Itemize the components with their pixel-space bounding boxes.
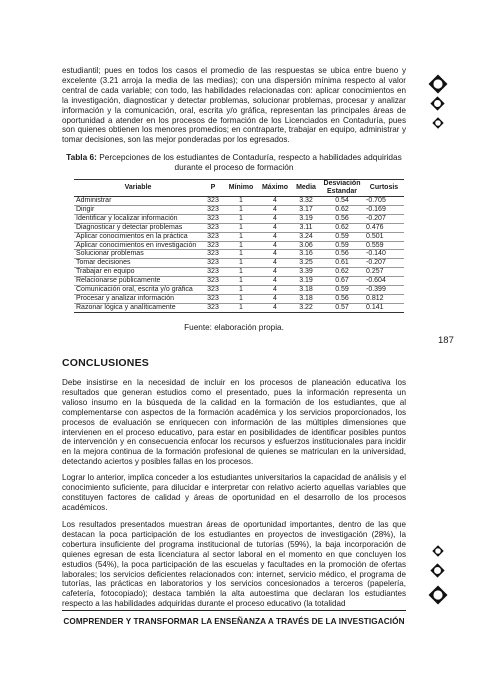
table-source: Fuente: elaboración propia. [184,323,284,332]
cell-variable: Aplicar conocimientos en investigación [74,241,202,250]
cell-variable: Identificar y localizar información [74,214,202,223]
table-row [74,294,404,303]
table-row [74,197,404,206]
cell-mean: 3.24 [292,232,320,241]
cell-max: 4 [258,223,292,232]
diamond-ring-ornament-icon [430,96,445,111]
cell-kurtosis: 0.141 [364,303,404,312]
cell-mean: 3.19 [292,277,320,286]
table-row [74,241,404,250]
section-heading: CONCLUSIONES [62,357,149,369]
cell-min: 1 [224,197,258,206]
col-header-variable: Variable [124,184,152,192]
perceptions-table [74,179,404,313]
table-row [74,277,404,286]
cell-max: 4 [258,214,292,223]
paragraph-conclusion-1: Debe insistirse en la necesidad de incluir en los procesos de planeación educativa los resultados que generan estudios como el presentado, pues la información representa un valioso insumo en la búsqueda de la calidad en la formación de los estudiantes, que al complementarse con aspectos de la formación académica y los servicios proporcionados, los procesos de evaluación se enriquecen con información de las múltiples dimensiones que intervienen en el proceso educativo, para estar en posibilidades de identificar posibles puntos de intervención y en consecuencia enfocar los recursos y esfuerzos institucionales para incidir en la mejora continua de la formación profesional de quienes se matriculan en la universidad, detectando aciertos y posibles fallas en los procesos. [62,378,406,467]
page-number: 187 [438,335,454,346]
footer-rule [62,610,406,611]
cell-p: 323 [202,250,224,259]
cell-mean: 3.17 [292,205,320,214]
cell-max: 4 [258,241,292,250]
table-row [74,232,404,241]
cell-variable: Trabajar en equipo [74,268,202,277]
cell-p: 323 [202,232,224,241]
cell-mean: 3.18 [292,286,320,295]
cell-min: 1 [224,232,258,241]
cell-p: 323 [202,294,224,303]
cell-kurtosis: -0.207 [364,259,404,268]
cell-kurtosis: 0.559 [364,241,404,250]
table-row [74,259,404,268]
cell-stddev: 0.62 [320,223,364,232]
table-row [74,268,404,277]
cell-stddev: 0.59 [320,286,364,295]
cell-mean: 3.19 [292,214,320,223]
cell-mean: 3.06 [292,241,320,250]
cell-p: 323 [202,268,224,277]
cell-variable: Comunicación oral, escrita y/o gráfica [74,286,202,295]
cell-p: 323 [202,197,224,206]
cell-p: 323 [202,303,224,312]
cell-min: 1 [224,223,258,232]
table-row [74,286,404,295]
cell-kurtosis: -0.140 [364,250,404,259]
cell-p: 323 [202,259,224,268]
cell-variable: Solucionar problemas [74,250,202,259]
cell-min: 1 [224,303,258,312]
cell-min: 1 [224,277,258,286]
diamond-ring-ornament-icon [430,563,445,578]
cell-kurtosis: 0.812 [364,294,404,303]
table-caption-text: Percepciones de los estudiantes de Contaduría, respecto a habilidades adquiridas durante el proceso de formación [99,152,402,172]
col-header-p: P [210,184,216,192]
table-row [74,214,404,223]
cell-min: 1 [224,259,258,268]
cell-stddev: 0.56 [320,250,364,259]
cell-mean: 3.16 [292,250,320,259]
cell-min: 1 [224,214,258,223]
cell-p: 323 [202,205,224,214]
col-header-kurtosis: Curtosis [369,184,399,192]
cell-p: 323 [202,277,224,286]
cell-max: 4 [258,205,292,214]
cell-max: 4 [258,286,292,295]
paragraph-conclusion-3: Los resultados presentados muestran áreas de oportunidad importantes, dentro de las que destacan la poca participación de los estudiantes en proyectos de investigación (28%), la cobertura insuficiente del programa institucional de tutorías (59%), la baja incorporación de quienes egresan de esta licenciatura al sector laboral en el momento en que concluyen los estudios (54%), la poca participación de las escuelas y facultades en la promoción de ofertas laborales; los servicios deficientes relacionados con: internet, servicio médico, el programa de tutorías, las prácticas en laboratorios y los servicios concesionados a terceros (papelería, cafetería, fotocopiado); destaca también la alta autoestima que declaran los estudiantes respecto a las habilidades adquiridas durante el proceso educativo (la totalidad [62,520,406,609]
table-row [74,223,404,232]
col-header-mean: Media [296,184,316,192]
paragraph-intro: estudiantil; pues en todos los casos el promedio de las respuestas se ubica entre bueno y excelente (3.21 arroja la media de las medias); con una dispersión mínima respecto al valor central de cada variable; con todo, las habilidades relacionadas con: aplicar conocimientos en la investigación, diagnosticar y detectar problemas, solucionar problemas, procesar y analizar información y la comunicación, oral, escrita y/o gráfica, representan las principales áreas de oportunidad a atender en los procesos de formación de los Licenciados en Contaduría, pues son quienes obtienen los menores promedios; en contraparte, trabajar en equipo, administrar y tomar decisiones, son las mejor ponderadas por los egresados. [62,66,406,145]
cell-kurtosis: -0.399 [364,286,404,295]
cell-kurtosis: 0.257 [364,268,404,277]
cell-p: 323 [202,214,224,223]
cell-variable: Relacionarse públicamente [74,277,202,286]
running-footer: COMPRENDER Y TRANSFORMAR LA ENSEÑANZA A TRAVÉS DE LA INVESTIGACIÓN [63,617,405,626]
col-header-stddev: Desviación Estandar [323,180,361,195]
cell-stddev: 0.54 [320,197,364,206]
table-row [74,250,404,259]
cell-min: 1 [224,241,258,250]
cell-p: 323 [202,241,224,250]
cell-max: 4 [258,250,292,259]
cell-kurtosis: 0.501 [364,232,404,241]
cell-variable: Razonar lógica y analíticamente [74,303,202,312]
cell-variable: Diagnosticar y detectar problemas [74,223,202,232]
cell-max: 4 [258,303,292,312]
cell-stddev: 0.67 [320,277,364,286]
table-row [74,303,404,312]
col-header-min: Mínimo [228,184,254,192]
cell-min: 1 [224,205,258,214]
cell-mean: 3.18 [292,294,320,303]
cell-max: 4 [258,259,292,268]
cell-stddev: 0.56 [320,294,364,303]
cell-mean: 3.25 [292,259,320,268]
cell-kurtosis: -0.207 [364,214,404,223]
cell-kurtosis: -0.705 [364,197,404,206]
cell-stddev: 0.59 [320,241,364,250]
cell-mean: 3.32 [292,197,320,206]
cell-mean: 3.39 [292,268,320,277]
cell-kurtosis: 0.476 [364,223,404,232]
cell-variable: Administrar [74,197,202,206]
cell-stddev: 0.62 [320,205,364,214]
diamond-ring-ornament-icon [432,117,444,129]
cell-min: 1 [224,250,258,259]
diamond-ring-ornament-icon [428,74,448,94]
col-header-max: Máximo [261,184,289,192]
diamond-ring-ornament-icon [428,585,448,605]
cell-mean: 3.22 [292,303,320,312]
cell-mean: 3.11 [292,223,320,232]
cell-variable: Procesar y analizar información [74,294,202,303]
cell-max: 4 [258,232,292,241]
cell-max: 4 [258,197,292,206]
cell-kurtosis: -0.169 [364,205,404,214]
cell-max: 4 [258,268,292,277]
cell-min: 1 [224,268,258,277]
cell-variable: Tomar decisiones [74,259,202,268]
table-caption-label: Tabla 6: [66,152,97,162]
cell-kurtosis: -0.604 [364,277,404,286]
cell-min: 1 [224,294,258,303]
diamond-ring-ornament-icon [432,545,444,557]
cell-variable: Dirigir [74,205,202,214]
table-header-row [74,180,404,197]
paragraph-conclusion-2: Lograr lo anterior, implica conceder a los estudiantes universitarios la capacidad de análisis y el conocimiento suficiente, para dilucidar e interpretar con relativo acierto aquellas variables que constituyen factores de calidad y áreas de oportunidad en el desarrollo de los procesos académicos. [62,473,406,512]
table-caption [62,152,406,172]
cell-max: 4 [258,277,292,286]
cell-stddev: 0.56 [320,214,364,223]
cell-stddev: 0.61 [320,259,364,268]
cell-variable: Aplicar conocimientos en la práctica [74,232,202,241]
cell-stddev: 0.62 [320,268,364,277]
cell-max: 4 [258,294,292,303]
cell-stddev: 0.59 [320,232,364,241]
table-row [74,205,404,214]
cell-stddev: 0.57 [320,303,364,312]
cell-p: 323 [202,223,224,232]
cell-min: 1 [224,286,258,295]
cell-p: 323 [202,286,224,295]
